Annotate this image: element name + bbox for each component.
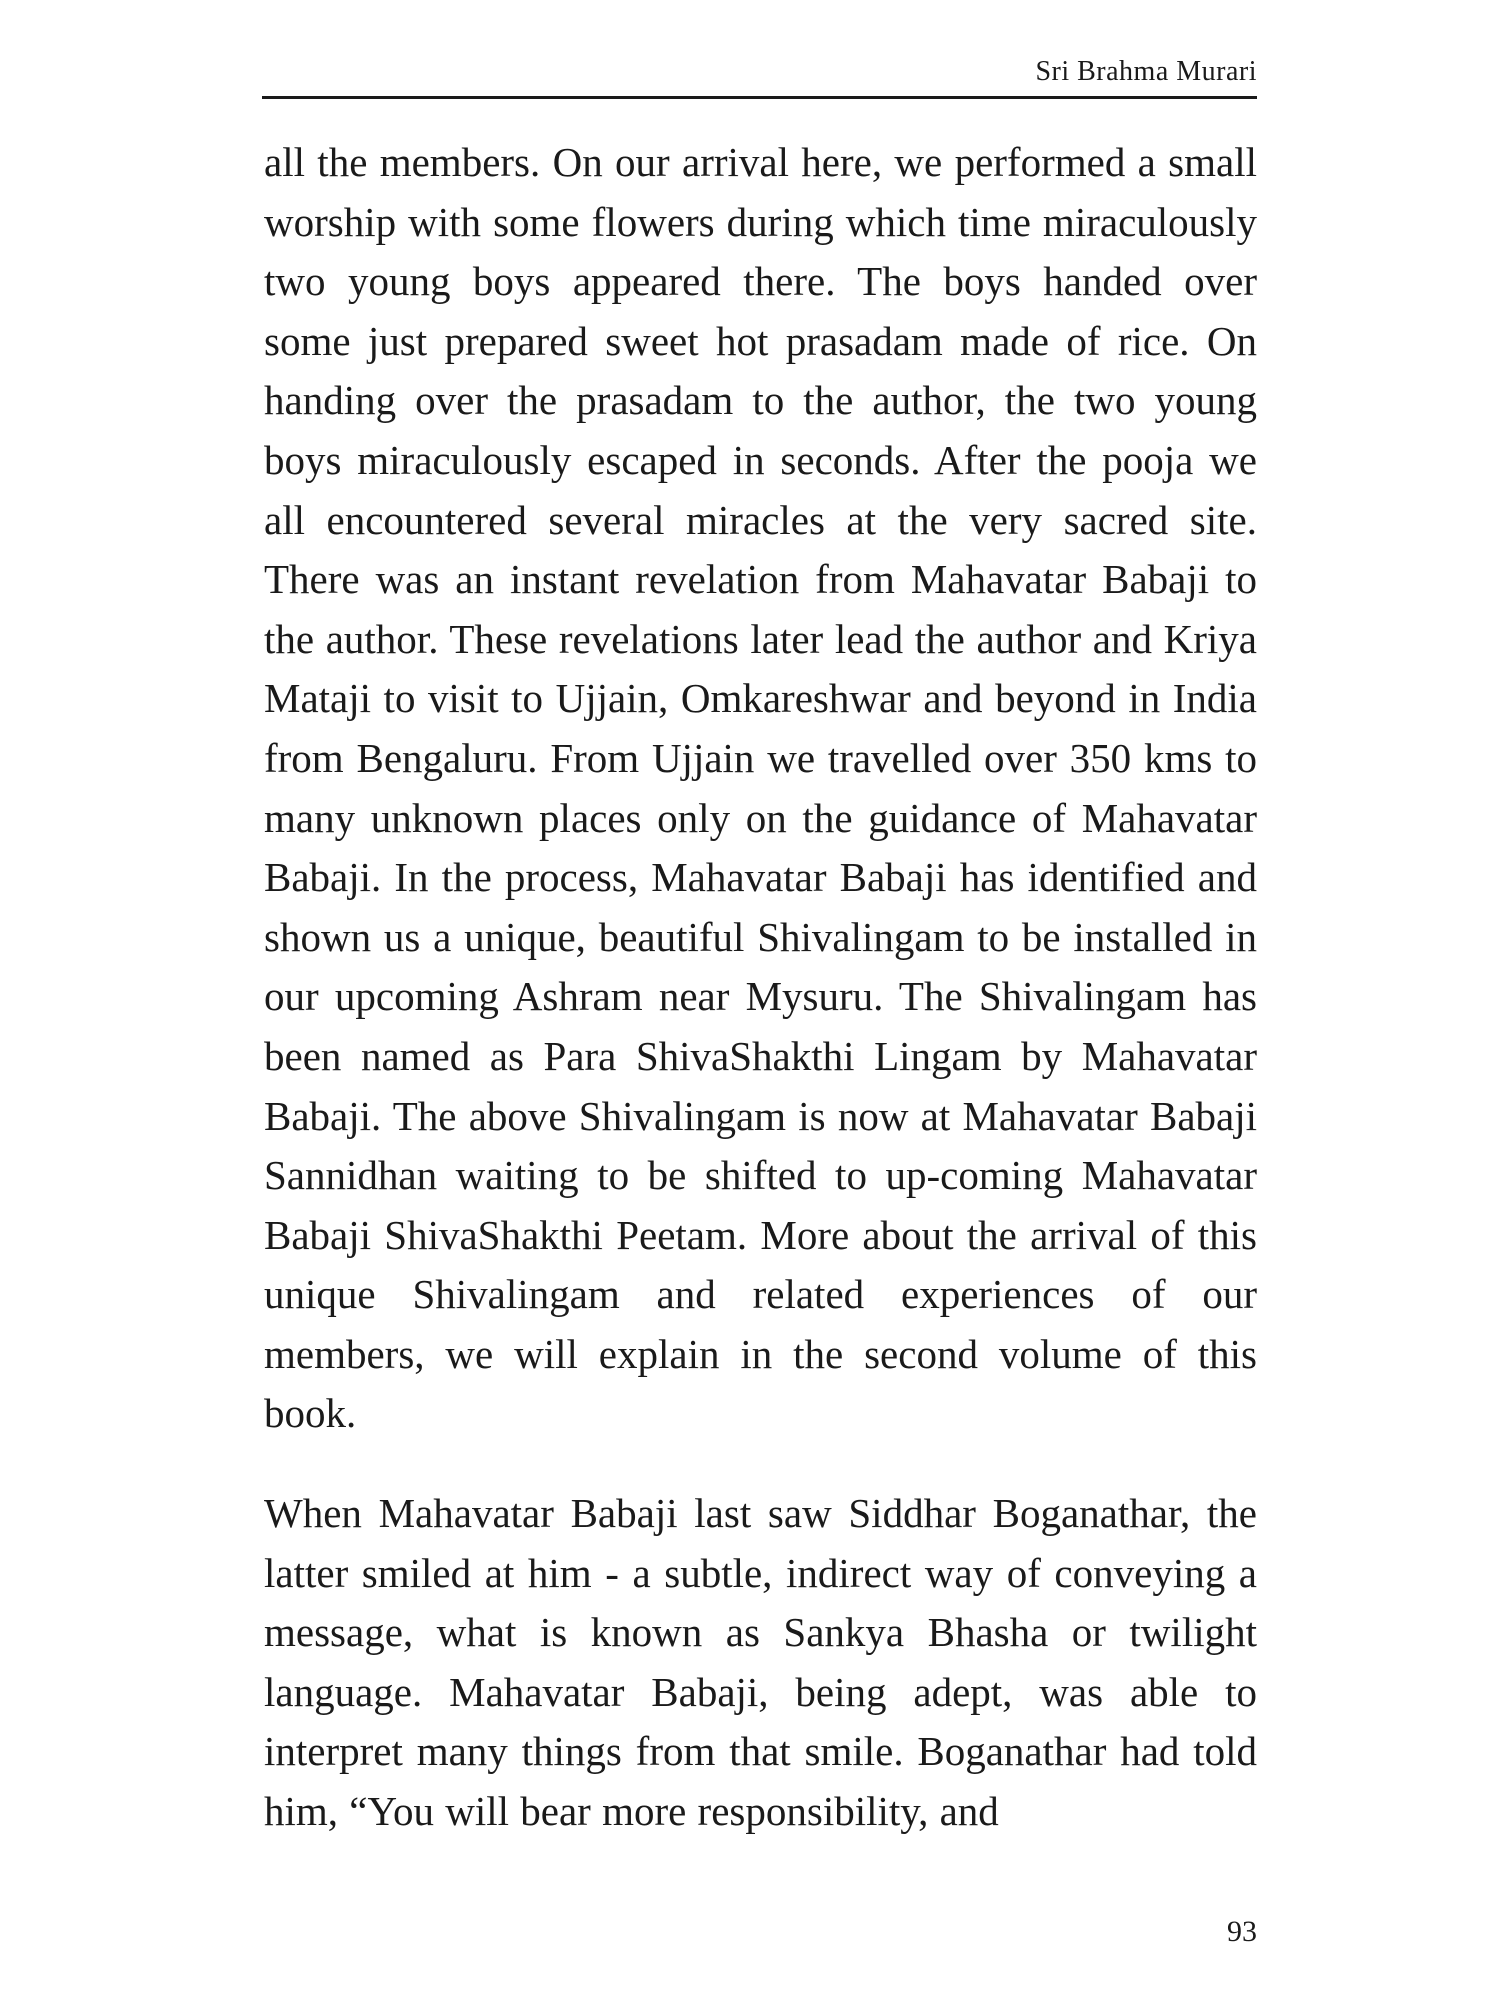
paragraph: all the members. On our arrival here, we performed a small worship with some flowers during which time miraculously two young boys appeared there. The boys handed over some just prepared sweet hot prasadam made of rice. On handing over the prasadam to the author, the two young boys miraculously escaped in seconds. After the pooja we all encountered several miracles at the very sacred site. There was an instant revelation from Mahavatar Babaji to the author. These revelations later lead the author and Kriya Mataji to visit to Ujjain, Omkareshwar and beyond in India from Bengaluru. From Ujjain we travelled over 350 kms to many unknown places only on the guidance of Mahavatar Babaji. In the process, Mahavatar Babaji has identified and shown us a unique, beautiful Shivalingam to be installed in our upcoming Ashram near Mysuru. The Shivalingam has been named as Para ShivaShakthi Lingam by Mahavatar Babaji. The above Shivalingam is now at Mahavatar Babaji Sannidhan waiting to be shifted to up-coming Mahavatar Babaji ShivaShakthi Peetam. More about the arrival of this unique Shivalingam and related experiences of our members, we will explain in the second volume of this book. (264, 139, 1257, 1437)
page-number: 93 (1227, 1915, 1257, 1948)
paragraph: When Mahavatar Babaji last saw Siddhar Boganathar, the latter smiled at him - a subtle, indirect way of conveying a message, what is known as Sankya Bhasha or twilight language. Mahavatar Babaji, being adept, was able to interpret many things from that smile. Boganathar had told him, “You will bear more responsibility, and (264, 1490, 1257, 1835)
body-text (264, 133, 1257, 1842)
running-header (262, 52, 1257, 99)
running-header-title: Sri Brahma Murari (1035, 56, 1257, 87)
